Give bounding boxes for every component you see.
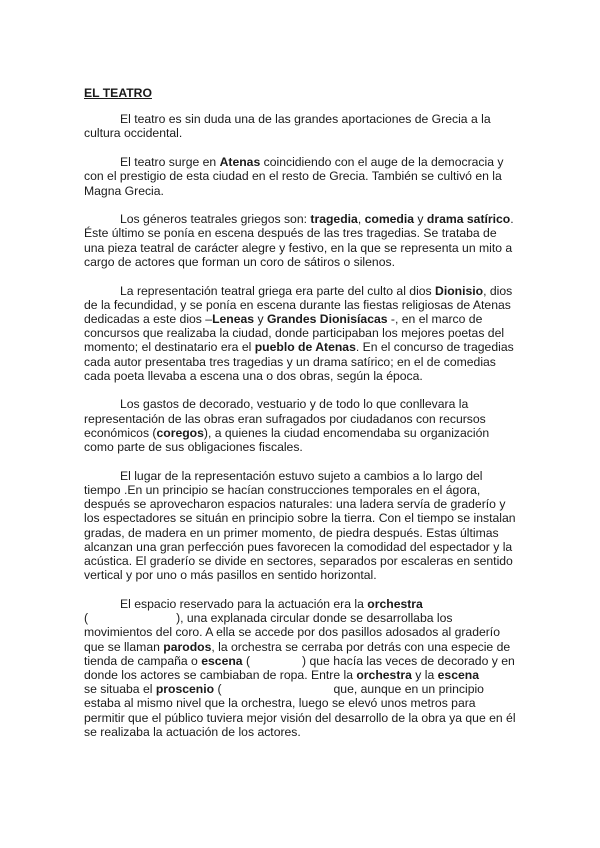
text-run: y la	[411, 667, 438, 682]
paragraph-4	[84, 284, 516, 383]
text-run: ), a quienes la ciudad encomendaba su organización como parte de sus obligaciones fiscales.	[84, 425, 490, 455]
bold-term: proscenio	[155, 682, 215, 697]
text-run: y	[414, 212, 427, 227]
text-run: se situaba el	[84, 682, 156, 697]
text-run: El espacio reservado para la actuación era la	[120, 596, 368, 611]
bold-term: tragedia	[310, 212, 358, 227]
text-run: que, aunque en un principio estaba al mismo nivel que la orchestra, luego se elevó unos metros para permitir que el público tuviera mejor visión del desarrollo de la obra ya que en él se realizaba la actuación de los actores.	[84, 682, 516, 739]
bold-term: drama satírico	[426, 212, 511, 227]
bold-term: escena	[437, 667, 479, 682]
text-run: -, en el marco de concursos que realizaba la ciudad, donde participaban los mejores poetas del momento; el destinatario era el	[84, 311, 505, 355]
text-run: (	[242, 653, 251, 668]
paragraph-3	[84, 212, 516, 269]
paragraph-1: El teatro es sin duda una de las grandes aportaciones de Grecia a la cultura occidental.	[84, 112, 491, 141]
text-run: . En el concurso de tragedias cada autor presentaba tres tragedias y un drama satírico; en el de comedias cada poeta llevaba a escena una o dos obras, según la época.	[84, 340, 514, 383]
text-run: (	[214, 682, 222, 697]
bold-term: Grandes Dionisíacas	[266, 311, 388, 326]
text-run: ), una explanada circular donde se desarrollaba los movimientos del coro. A ella se accede por dos pasillos adosados al graderío que se llaman	[84, 611, 500, 654]
page-title: EL TEATRO	[84, 86, 152, 100]
bold-term: parodos	[163, 639, 212, 654]
text-run: La representación teatral griega era parte del culto al dios	[120, 283, 436, 298]
paragraph-2	[84, 155, 516, 198]
text-run: (	[84, 611, 89, 626]
document-body	[84, 86, 516, 753]
bold-term: orchestra	[367, 596, 423, 611]
bold-term: Dionisio	[435, 283, 484, 298]
bold-term: Leneas	[212, 311, 255, 326]
text-run: , dios de la fecundidad, y se ponía en escena durante las fiestas religiosas de Atenas dedicadas a este dios –	[84, 283, 513, 326]
text-run: coincidiendo con el auge de la democracia y con el prestigio de esta ciudad en el resto de Grecia. También se cultivó en la Magna Grecia.	[84, 155, 504, 198]
text-run: y	[254, 311, 267, 326]
bold-term: pueblo de Atenas	[254, 340, 356, 355]
bold-term: coregos	[156, 425, 204, 440]
bold-term: escena	[201, 653, 243, 668]
text-run: El teatro surge en	[120, 155, 220, 170]
bold-term: Atenas	[219, 155, 261, 170]
paragraph-6: El lugar de la representación estuvo sujeto a cambios a lo largo del tiempo .En un principio se hacían construcciones temporales en el ágora, después se aprovecharon espacios naturales: una ladera servía de graderío y los espectadores se situán en principio sobre la tierra. Con el tiempo se instalan gradas, de madera en un primer momento, de piedra después. Estas últimas alcanzan una gran perfección pues favorecen la comodidad del espectador y la acústica. El graderío se divide en sectores, separados por escaleras en sentido vertical y por uno o más pasillos en sentido horizontal.	[84, 468, 516, 583]
paragraph-5	[84, 397, 516, 454]
text-run: Los gastos de decorado, vestuario y de todo lo que conllevara la representación de las obras eran sufragados por ciudadanos con recursos económicos (	[84, 397, 486, 440]
text-run: ,	[357, 212, 365, 227]
bold-term: orchestra	[356, 667, 412, 682]
text-run: , la orchestra se cerraba por detrás con una especie de tienda de campaña o	[84, 639, 511, 668]
text-run: ) que hacía las veces de decorado y en donde los actores se cambiaban de ropa. Entre la	[84, 653, 515, 682]
paragraph-7	[84, 597, 516, 739]
text-run: . Éste último se ponía en escena después de las tres tragedias. Se trataba de una pieza teatral de carácter alegre y festivo, en la que se representa un mito a cargo de actores que forman un coro de sátiros o silenos.	[84, 212, 514, 269]
bold-term: comedia	[364, 212, 415, 227]
text-run: Los géneros teatrales griegos son:	[120, 212, 311, 227]
